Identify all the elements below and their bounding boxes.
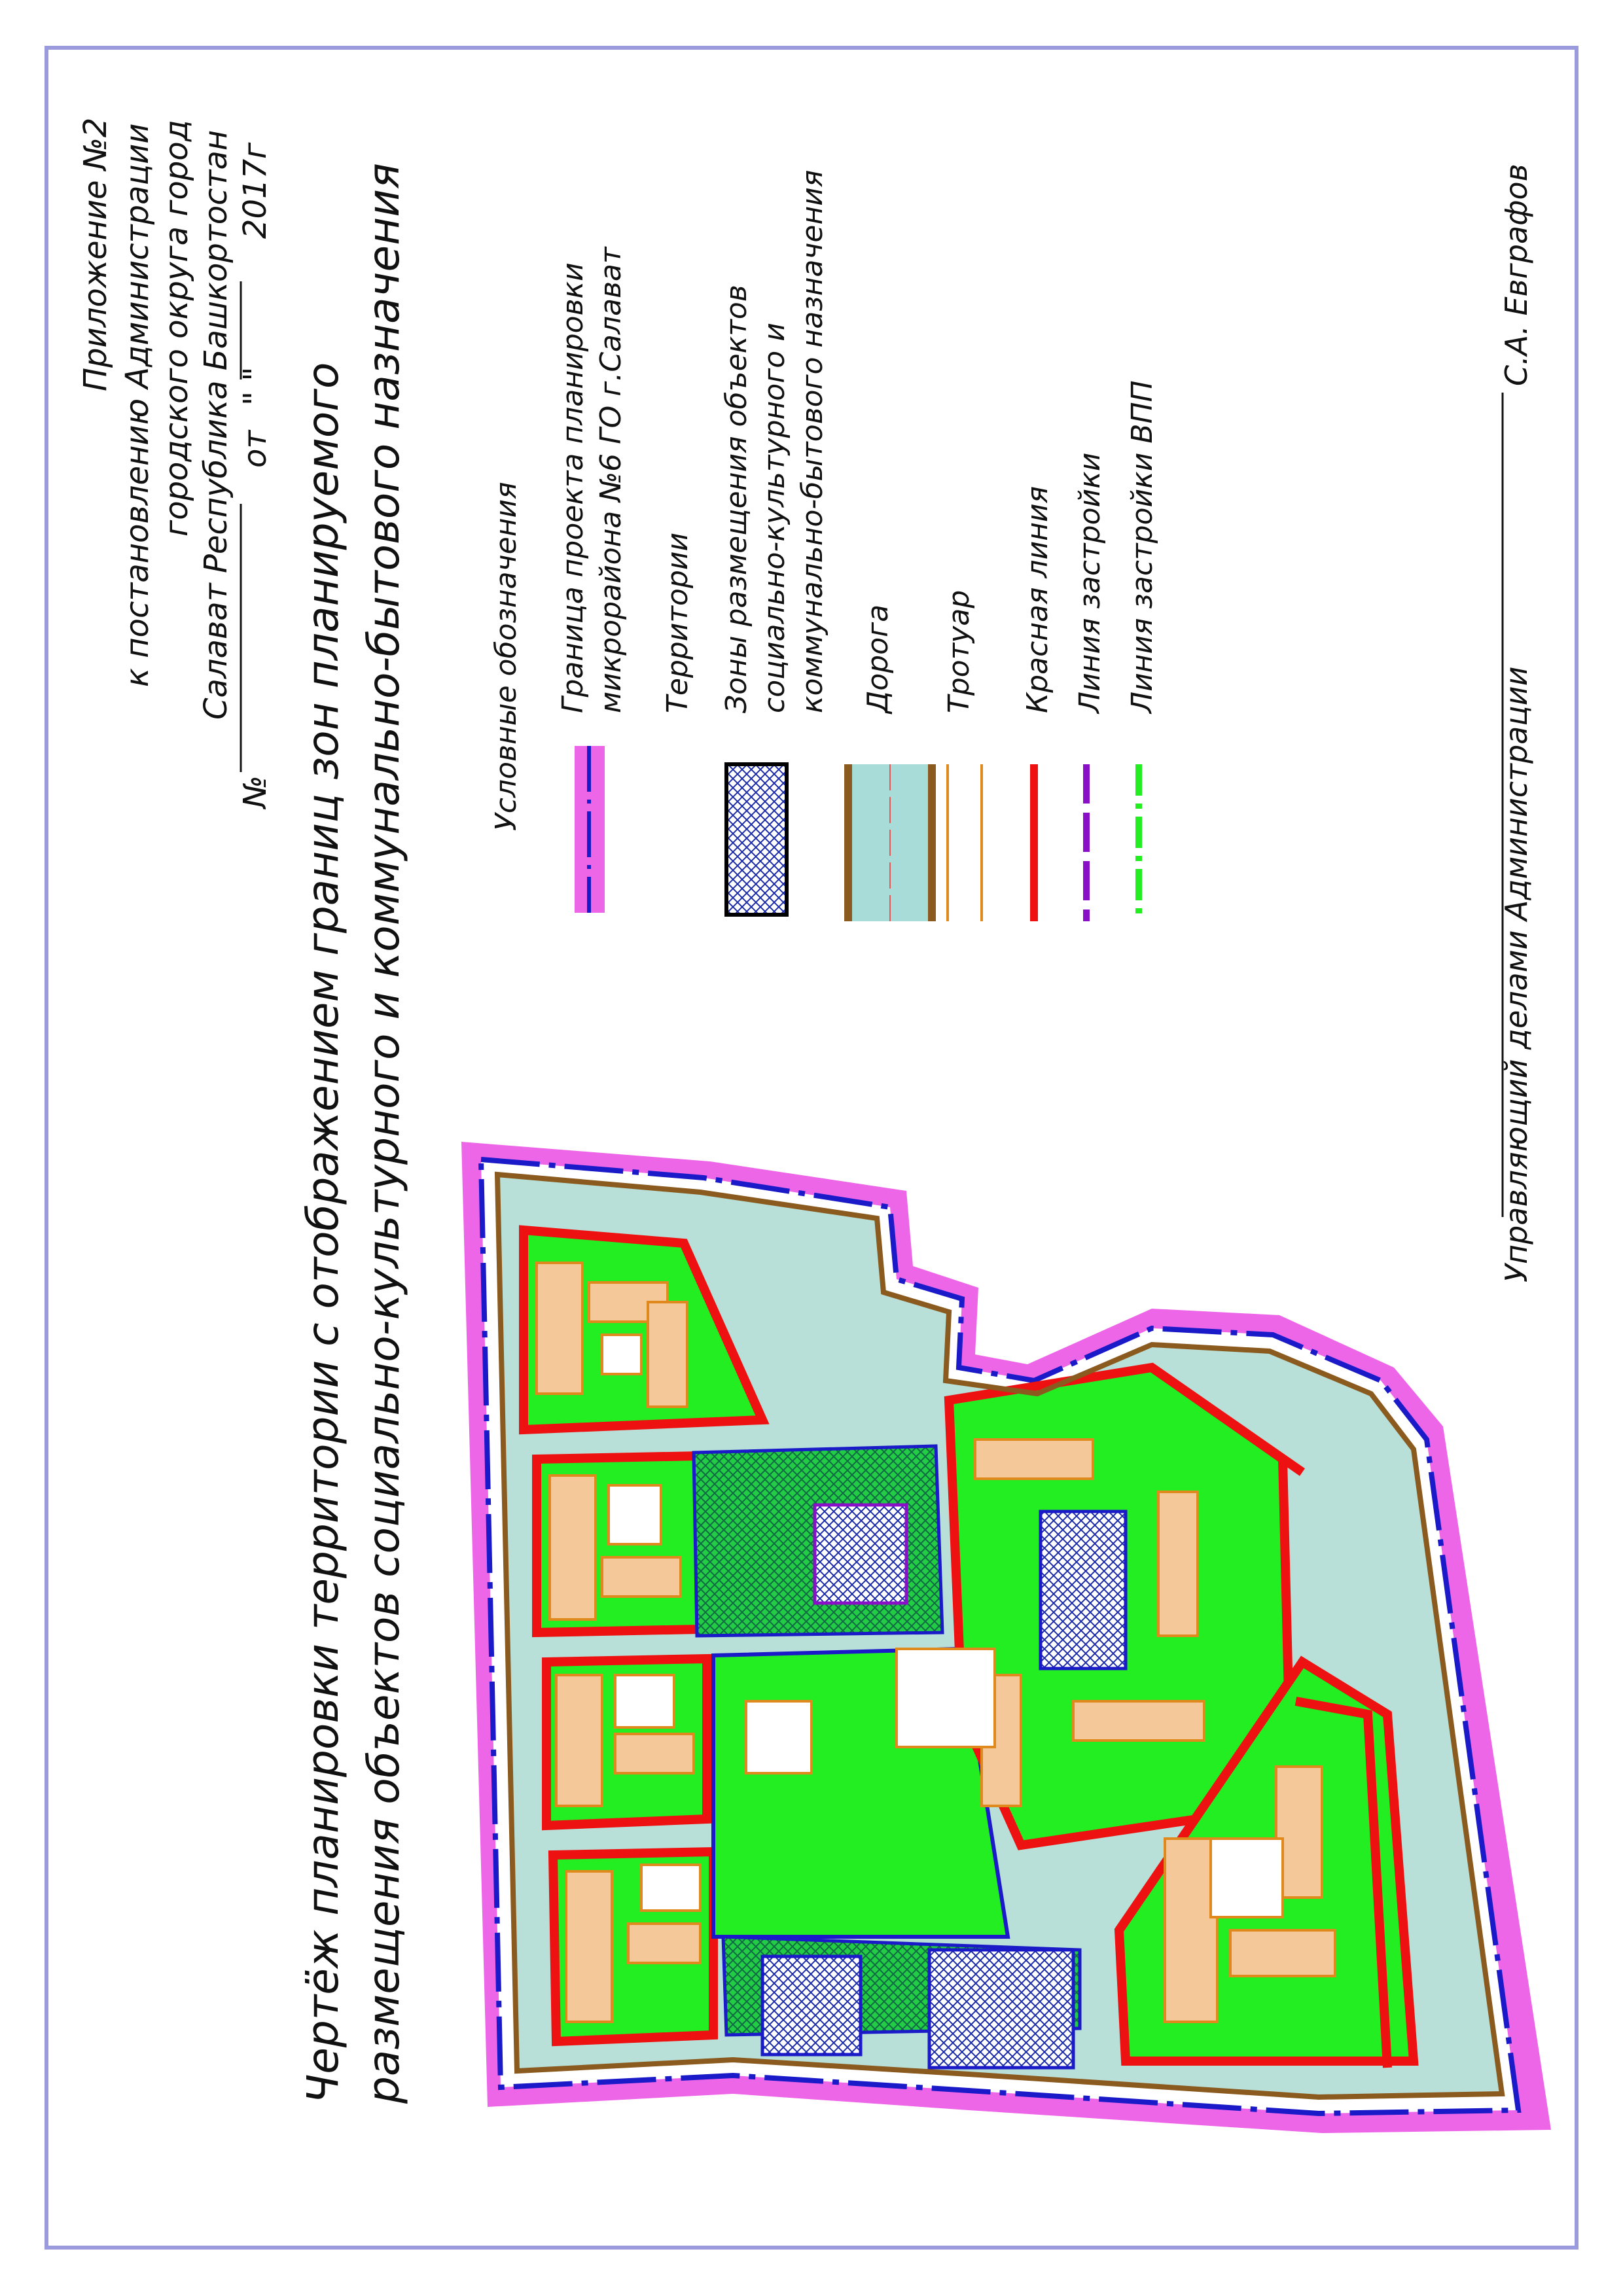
legend-label-zones-2: социально-культурного и: [758, 323, 791, 713]
legend-label-boundary-1: Граница проекта планировки: [556, 262, 590, 713]
signature-position: Управляющий делами Администрации: [1499, 666, 1534, 1282]
appendix-line-1: Приложение №2: [77, 117, 114, 391]
legend-symbol-sidewalk: [948, 764, 982, 921]
signature-name: С.А. Евграфов: [1499, 164, 1534, 386]
legend-label-zones-1: Зоны размещения объектов: [720, 285, 753, 713]
appendix-line-4: Салават Республика Башкортостан: [198, 130, 234, 720]
title-line-1: Чертёж планировки территории с отображением границ зон планируемого: [298, 362, 348, 2104]
legend-label-road: Дорога: [861, 604, 895, 713]
legend-label-red-line: Красная линия: [1021, 486, 1054, 713]
legend-symbol-boundary: [575, 746, 605, 913]
legend-label-sidewalk: Тротуар: [942, 590, 976, 713]
appendix-line-3: городского округа город: [158, 120, 195, 537]
appendix-line-2: к постановлению Администрации: [119, 123, 156, 687]
legend-label-territories: Территории: [661, 532, 694, 713]
legend-symbol-zones: [726, 764, 787, 915]
appendix-quote: " ": [237, 366, 274, 406]
planning-map: [461, 1142, 1551, 2133]
appendix-year: 2017г: [237, 142, 274, 239]
legend-label-building-line: Линия застройки: [1073, 452, 1107, 713]
legend-label-zones-3: коммунально-бытового назначения: [796, 169, 829, 713]
appendix-ot: от: [237, 430, 274, 468]
appendix-no: №: [237, 775, 274, 808]
legend-label-building-line-vpp: Линия застройки ВПП: [1126, 380, 1159, 713]
legend-label-boundary-2: микрорайона №6 ГО г.Салават: [594, 247, 628, 713]
title-line-2: размещения объектов социально-культурного и коммунально-бытового назначения: [359, 163, 409, 2104]
legend-symbol-road: [844, 764, 936, 921]
legend-heading: Условные обозначения: [490, 482, 523, 831]
